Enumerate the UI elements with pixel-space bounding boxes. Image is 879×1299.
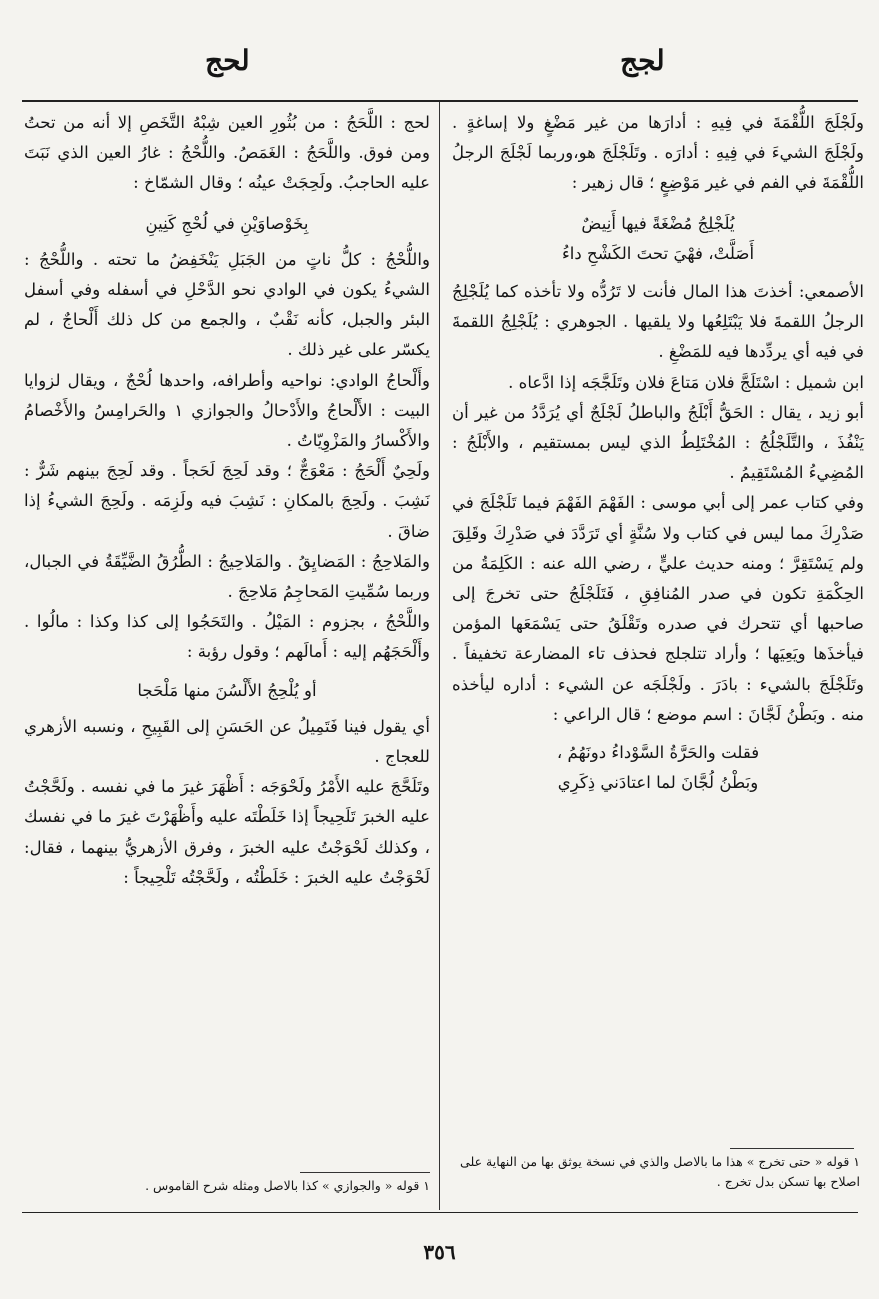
footnote-rule: [300, 1172, 430, 1173]
paragraph: واللَّحْجُ ، بجزوم : المَيْلُ . والتَحَجُوا إلى كذا وكذا : مالُوا . وأَلْحَجَهُم إليه : أَمالَهم ؛ وقول رؤبة :: [24, 612, 430, 662]
paragraph: وفي كتاب عمر إلى أبي موسى : الفَهْمَ الفَهْمَ فيما تَلَجْلَجَ في صَدْرِكَ مما ليس في كتاب ولا سُنَّةٍ أي تَرَدَّدَ في صَدْرِكَ وقَلِقَ ولم يَسْتَقِرَّ ؛ ومنه حديث عليٍّ ، رضي الله عنه : الكَلِمَةُ من الحِكْمَةِ تكون في صدر المُنافِقِ ، فَتَلَجْلَجُ حتى تخرجَ إلى صاحبها أي تتحرك في صدره وتَقْلَقُ حتى يَسْمَعَها المؤمن فيأخذَها ويَعِيَها ؛ وأراد تتلجلج فحذف تاء المضارعة تخفيفاً . وتَلَجْلَجَ بالشيء : بادَرَ . ولَجْلَجَه عن الشيء : أداره ليأخذه منه . وبَطْنُ لَجَّانَ : اسم موضع ؛ قال الراعي :: [452, 493, 864, 724]
paragraph: ولَجْلَجَ اللُّقْمَةَ في فِيهِ : أدارَها من غير مَضْغٍ ولا إساغةٍ . ولَجْلَجَ الشيءَ في فِيهِ : أدارَه . وتَلَجْلَجَ هو،وربما لَجْلَجَ الرجلُ اللُّقْمَةَ في الفم في غير مَوْضِعٍ ؛ قال زهير :: [452, 113, 864, 193]
right-footnote: ١ قوله « حتى تخرج » هذا ما بالاصل والذي في نسخة يوثق بها من النهاية على اصلاح بها تسكن بدل تخرج .: [460, 1154, 860, 1189]
verse-line: فقلت والحَرَّةُ السَّوْداءُ دونَهُمُ ،: [556, 743, 760, 763]
left-text-column: [24, 108, 430, 893]
verse-line: يُلَجْلِجُ مُضْغَةً فيها أَنِيضٌ: [581, 213, 735, 233]
header-rule: [22, 100, 858, 102]
paragraph: لحج : اللَّحَجُ : من بُثُورِ العين شِبْهُ التَّخَصِ إلا أنه من تحتُ ومن فوق. واللَّحَجُ : الغَمَصُ. واللُّحْجُ : غارُ العين الذي نَبَتَ عليه الحاجبُ. ولَحِجَتْ عينُه ؛ وقال الشمّاخ :: [24, 113, 430, 193]
paragraph: واللُّحْجُ : كلُّ ناتٍ من الجَبَلِ يَنْخَفِضُ ما تحته . واللُّحْجُ : الشيءُ يكون في الوادي نحو الدَّحْلِ في أسفله وفي أسفل البئر والجبل، كأنه نَقْبٌ ، والجمع من كل ذلك أَلْحاجٌ ، لم يكسّر على غير ذلك .: [24, 249, 430, 360]
column-divider: [439, 102, 440, 1210]
paragraph: ابن شميل : اسْتَلَجَّ فلان مَتاعَ فلان وتَلَجَّجَه إذا ادَّعاه .: [508, 372, 864, 392]
paragraph: وأَلْحاجُ الوادي: نواحيه وأطرافه، واحدها لُحْجٌ ، ويقال لزوايا البيت : الأَلْحاجُ والأَدْحالُ والجوازي ١ والحَرامِسُ والأَخْصامُ والأَكْسارُ والمَزْوِيّاتُ .: [24, 370, 430, 451]
right-text-column: [452, 108, 864, 802]
page-number: ٣٥٦: [423, 1240, 456, 1264]
verse-line: أَصَلَّتْ، فهْيَ تحتَ الكَشْحِ داءُ: [561, 243, 755, 263]
footer-rule: [22, 1212, 858, 1213]
paragraph: والمَلاحِجُ : المَضايِقُ . والمَلاحِيجُ : الطُّرُقُ الضَّيِّقَةُ في الجبال، وربما سُمِّيتِ المَحاجِمُ مَلاحِجَ .: [24, 551, 430, 602]
footnote-rule: [730, 1148, 854, 1149]
paragraph: الأصمعي: أخذتَ هذا المال فأنت لا تَرُدُّه ولا تأخذه كما يُلَجْلِجُ الرجلُ اللقمةَ فلا يَبْتَلِعُها ولا يلقيها . الجوهري : يُلَجْلِجُ اللقمةَ في فيه أي يردِّدها فيه للمَضْغِ .: [452, 282, 864, 362]
paragraph: أبو زيد ، يقال : الحَقُّ أَبْلَجُ والباطلُ لَجْلَجٌ أي يُرَدَّدُ من غير أن يَنْفُذَ ، والتَّلَجْلُجُ : المُخْتَلِطُ الذي ليس بمستقيم ، والأَبْلَجُ : المُضِيءُ المُسْتَقِيمُ .: [452, 402, 864, 483]
verse-line: أو يُلْحِجُ الأَلْسُنَ منها مَلْحَجا: [137, 680, 317, 700]
paragraph: ولَحِيٌ أَلْحَجُ : مَعْوَجٌّ ؛ وقد لَحِجَ لَحَجاً . وقد لَحِجَ بينهم شَرٌّ : نَشِبَ . ولَحِجَ بالمكانِ : نَشِبَ فيه ولَزِمَه . ولَحِجَ الشيءُ إذا ضاقَ .: [24, 461, 430, 541]
paragraph: وتَلَحَّجَ عليه الأَمْرُ ولَحْوَجَه : أَظْهَرَ غيرَ ما في نفسه . ولَحَّجْتُ عليه الخبرَ تَلَحِيجاً إذا خَلَطْتَه عليه وأَظْهَرْتَ غيرَ ما في نفسك ، وكذلك لَحْوَجْتُ عليه الخبرَ ، وفرق الأزهريُّ بينهما ، فقال: لَحْوَجْتُ عليه الخبرَ : خَلَطْتُه ، ولَحَّجْتُه تَلْحِيجاً :: [24, 777, 430, 887]
verse-line: وبَطْنُ لُجَّانَ لما اعتادَني ذِكَرِي: [557, 773, 759, 793]
verse-line: بِخَوْصاوَيْنِ في لُحْجِ كَنِينِ: [145, 213, 309, 233]
left-footnote: ١ قوله « والجوازي » كذا بالاصل ومثله شرح القاموس .: [145, 1178, 430, 1193]
left-column-headword: لحج: [205, 44, 250, 77]
right-column-headword: لجج: [620, 44, 665, 77]
paragraph: أي يقول فينا فَتَمِيلُ عن الحَسَنِ إلى القَبِيحِ ، ونسبه الأزهري للعجاج .: [24, 716, 430, 767]
